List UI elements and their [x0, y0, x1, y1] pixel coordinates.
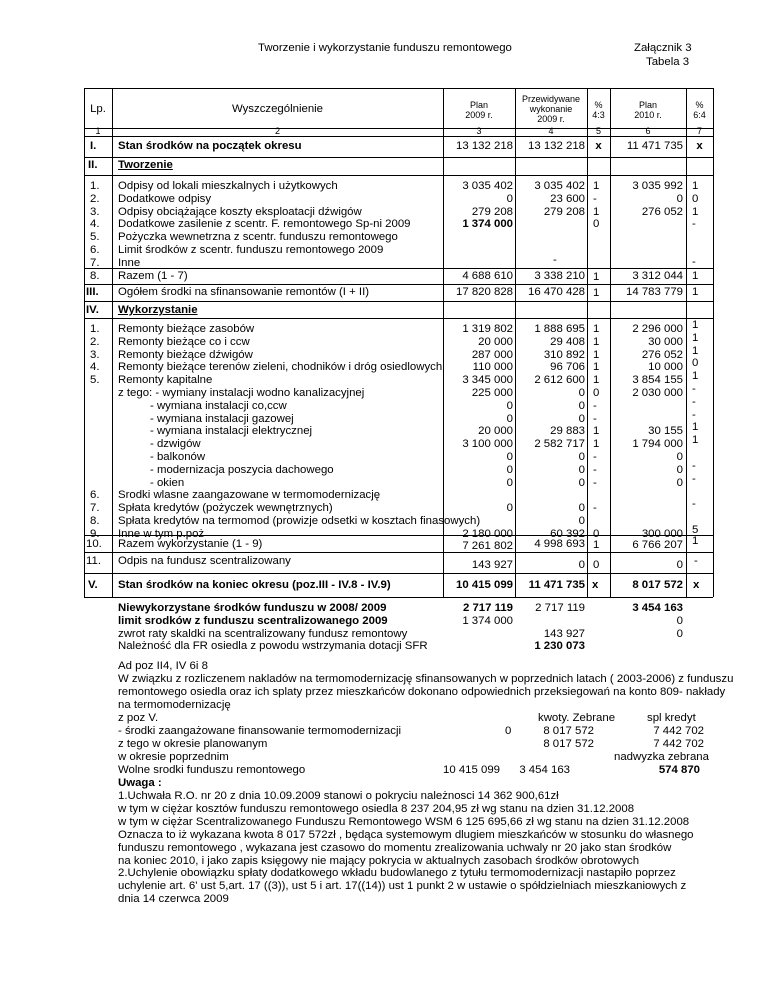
row-numbers: 1. 2. 3. 4. 5. 6. 7.	[90, 180, 100, 269]
row-label: Razem (1 - 7)	[118, 270, 188, 282]
notes-ztego: z tego w okresie planowanym	[118, 738, 268, 750]
value-pct43: 0	[593, 559, 600, 571]
notes-paragraph: 1.Uchwała R.O. nr 20 z dnia 10.09.2009 stanowi o pokryciu należnosci 14 362 900,61zł w tym w ciężar kosztów funduszu remontowego osiedla 8 237 204,95 zł wg stanu na dzien 31.12.2008 w tym w ciężar Scentralizowanego Funduszu Remontowego WSM 6 125 695,66 zł wg stanu na dzien 31.12.2008 Oznacza to iż wykazana kwota 8 017 572zł , będąca systemowym dlugiem mieszkańców w stosunku do własnego funduszu remontowego , wykazana jest czasowo do momentu zrealizowania uchwaly nr 20 jako stan środków na koniec 2010, i jako zapis księgowy nie mający pokrycia w aktualnych zasobach środków obrotowych 2.Uchylenie obowiązku spłaty dodatkowego wkładu budowlanego z tytułu termomodernizacji nastapiło poprzez uchylenie art. 6' ust 5,art. 17 ((3)), ust 5 i art. 17((14)) ust 1 punkt 2 w ustawie o spółdzielniach mieszkaniowych z dnia 14 czerwca 2009	[118, 790, 694, 906]
notes-ztego-a: 8 017 572	[543, 738, 594, 750]
row-number: 11.	[86, 555, 101, 567]
value-plan2009: 4 688 610	[462, 270, 513, 282]
column-number: 1	[95, 126, 101, 136]
values-plan2010: 2 296 000 30 000 276 052 10 000 3 854 155 2 030 000 30 155 1 794 000 0 0 0 300 000	[632, 323, 683, 540]
section-label: Stan środków na koniec okresu (poz.III - IV.8 - IV.9)	[118, 579, 391, 591]
value-plan2009: 17 820 828	[455, 286, 513, 298]
values-pct64: 1 1 1 0 1 - - - 1 1 - - - 5	[692, 319, 699, 536]
section-label: Wykorzystanie	[118, 304, 198, 316]
column-number: 2	[274, 126, 280, 136]
value-exec2009: 0	[578, 559, 585, 571]
values-plan2009: 3 035 402 0 279 208 1 374 000	[462, 180, 513, 231]
column-number: 3	[476, 126, 482, 136]
column-number: 4	[548, 126, 554, 136]
notes-wolne-b: 3 454 163	[519, 764, 570, 776]
notes-splkredyt: spl kredyt	[647, 712, 696, 724]
values-pct43: 1 - 1 0	[593, 180, 600, 231]
extra-exec2009: 2 717 119 143 927 1 230 073	[534, 602, 585, 653]
row-label: Razem wykorzystanie (1 - 9)	[118, 538, 263, 550]
notes-srodki: - środki zaangażowane finansowanie termomodernizacji	[118, 725, 402, 737]
value-plan2009: 143 927	[471, 559, 513, 571]
notes-wokresie: w okresie poprzednim	[118, 751, 229, 763]
value-pct43: x	[595, 140, 602, 152]
value-pct64: -	[694, 555, 698, 567]
column-number: 5	[595, 126, 601, 136]
column-header-desc: Wyszczególnienie	[231, 103, 324, 115]
value-plan2010: 3 312 044	[632, 270, 683, 282]
notes-srodki-a: 8 017 572	[543, 725, 594, 737]
document-title: Tworzenie i wykorzystanie funduszu remontowego	[258, 42, 512, 54]
value-pct43: 1	[593, 287, 600, 299]
notes-block: Ad poz II4, IV 6i 8 W związku z rozliczenem nakladów na termomodernizację sfinansowanych w poprzednich latach ( 2003-2006) z funduszu remontowego osiedla oraz ich splaty przez mieszkańców dokonano odpowiednich przeksiegowań na konto 809- nakłady na termomodernizację	[118, 660, 734, 711]
notes-nadwyzka: nadwyzka zebrana	[614, 751, 709, 763]
value-plan2009: 10 415 099	[455, 579, 513, 591]
value-dash: -	[553, 254, 557, 266]
extra-plan2009: 2 717 119 1 374 000	[462, 602, 513, 627]
values-plan2009: 1 319 802 20 000 287 000 110 000 3 345 000 225 000 0 0 20 000 3 100 000 0 0 0 0 2 180 000	[462, 323, 513, 540]
value-exec2009: 4 998 693	[534, 538, 585, 550]
value-pct43: 1	[593, 271, 600, 283]
notes-wolne: Wolne srodki funduszu remontowego	[118, 764, 306, 776]
section-number: IV.	[86, 304, 99, 316]
value-exec2009: 11 471 735	[528, 579, 585, 591]
column-header-pct43: % 4:3	[592, 100, 605, 120]
notes-kwoty: kwoty. Zebrane	[538, 712, 616, 724]
table-number: Tabela 3	[646, 56, 690, 68]
value-dash: -	[692, 256, 696, 268]
row-labels: Odpisy od lokali mieszkalnych i użytkowych Dodatkowe odpisy Odpisy obciążające koszty eksploatacji dźwigów Dodatkowe zasilenie z scentr. F. remontowego Sp-ni 2009 Pożyczka wewnetrzna z scentr. funduszu remontowego Limit środków z scentr. funduszu remontowego 2009 Inne	[118, 180, 411, 269]
value-pct64: x	[693, 579, 700, 591]
values-exec2009: 1 888 695 29 408 310 892 96 706 2 612 600 0 0 0 29 883 2 582 717 0 0 0 0 0 60 392	[534, 323, 585, 540]
section-number: I.	[90, 140, 97, 152]
value-plan2009: 7 261 802	[462, 540, 513, 552]
notes-ztego-b: 7 442 702	[653, 738, 704, 750]
section-number: V.	[88, 579, 98, 591]
row-number: 10.	[86, 538, 102, 550]
value-plan2010: 11 471 735	[626, 140, 683, 152]
attachment-label: Załącznik 3	[634, 42, 692, 54]
value-pct64: 1	[692, 535, 699, 547]
section-label: Tworzenie	[118, 159, 173, 171]
section-label: Ogółem środki na sfinansowanie remontów (I + II)	[118, 286, 370, 298]
value-pct43: x	[592, 579, 599, 591]
values-pct64: 1 0 1 -	[692, 180, 699, 231]
column-number: 6	[645, 126, 651, 136]
notes-srodki-b: 7 442 702	[653, 725, 704, 737]
extra-labels: Niewykorzystane środków funduszu w 2008/ 2009 limit srodków z funduszu scentralizowanego 2009 zwrot raty skaldki na scentralizowany fundusz remontowy Należność dla FR osiedla z powodu wstrzymania dotacji SFR	[118, 602, 428, 653]
column-header-exec2009: Przewidywane wykonanie 2009 r.	[521, 94, 581, 124]
column-header-lp: Lp.	[90, 103, 106, 115]
column-number: 7	[696, 126, 702, 136]
row-numbers: 1. 2. 3. 4. 5. 6. 7. 8. 9.	[90, 323, 100, 540]
section-label: Stan środków na początek okresu	[118, 140, 302, 152]
column-header-plan2010: Plan 2010 r.	[634, 100, 662, 120]
notes-wolne-a: 10 415 099	[442, 764, 500, 776]
value-plan2009: 13 132 218	[455, 140, 513, 152]
notes-zpozV: z poz V.	[118, 712, 159, 724]
value-pct43: 1	[593, 539, 600, 551]
value-pct64: 1	[692, 286, 699, 298]
extra-plan2010: 3 454 163 0 0	[632, 602, 683, 640]
notes-uwaga: Uwaga :	[118, 777, 162, 789]
row-labels: Remonty bieżące zasobów Remonty bieżące co i ccw Remonty bieżące dźwigów Remonty bieżące terenów zieleni, chodników i dróg osiedlowych Remonty kapitalne z tego: - wymiany instalacji wodno kanalizacyjnej - wymiana instalacji co,ccw - wymiana instalacji gazowej - wymiana instalacji elektrycznej - dzwigów - balkonów - modernizacja poszycia dachowego - okien Srodki wlasne zaangazowane w termomodernizację Spłata kredytów (pożyczek wewnętrznych) Spłata kredytów na termomod (prowizje odsetki w kosztach finasowych) Inne w tym p.poż	[118, 323, 481, 540]
notes-srodki-zero: 0	[505, 725, 512, 737]
column-header-plan2009: Plan 2009 r.	[465, 100, 493, 120]
notes-wolne-c: 574 870	[658, 764, 700, 776]
values-pct43: 1 1 1 1 1 0 - - 1 1 - - - - 0	[593, 323, 600, 540]
section-number: II.	[88, 159, 98, 171]
column-header-pct64: % 6:4	[693, 100, 706, 120]
section-number: III.	[86, 286, 99, 298]
value-plan2010: 0	[676, 559, 683, 571]
value-exec2009: 13 132 218	[527, 140, 585, 152]
row-number: 8.	[90, 270, 100, 282]
values-exec2009: 3 035 402 23 600 279 208	[534, 180, 585, 218]
value-plan2010: 6 766 207	[632, 539, 683, 551]
row-label: Odpis na fundusz scentralizowany	[118, 555, 291, 567]
value-plan2010: 14 783 779	[625, 286, 683, 298]
value-pct64: 1	[692, 270, 699, 282]
value-plan2010: 8 017 572	[632, 579, 683, 591]
value-exec2009: 3 338 210	[534, 270, 585, 282]
values-plan2010: 3 035 992 0 276 052	[632, 180, 683, 218]
value-exec2009: 16 470 428	[527, 286, 585, 298]
value-pct64: x	[696, 140, 703, 152]
